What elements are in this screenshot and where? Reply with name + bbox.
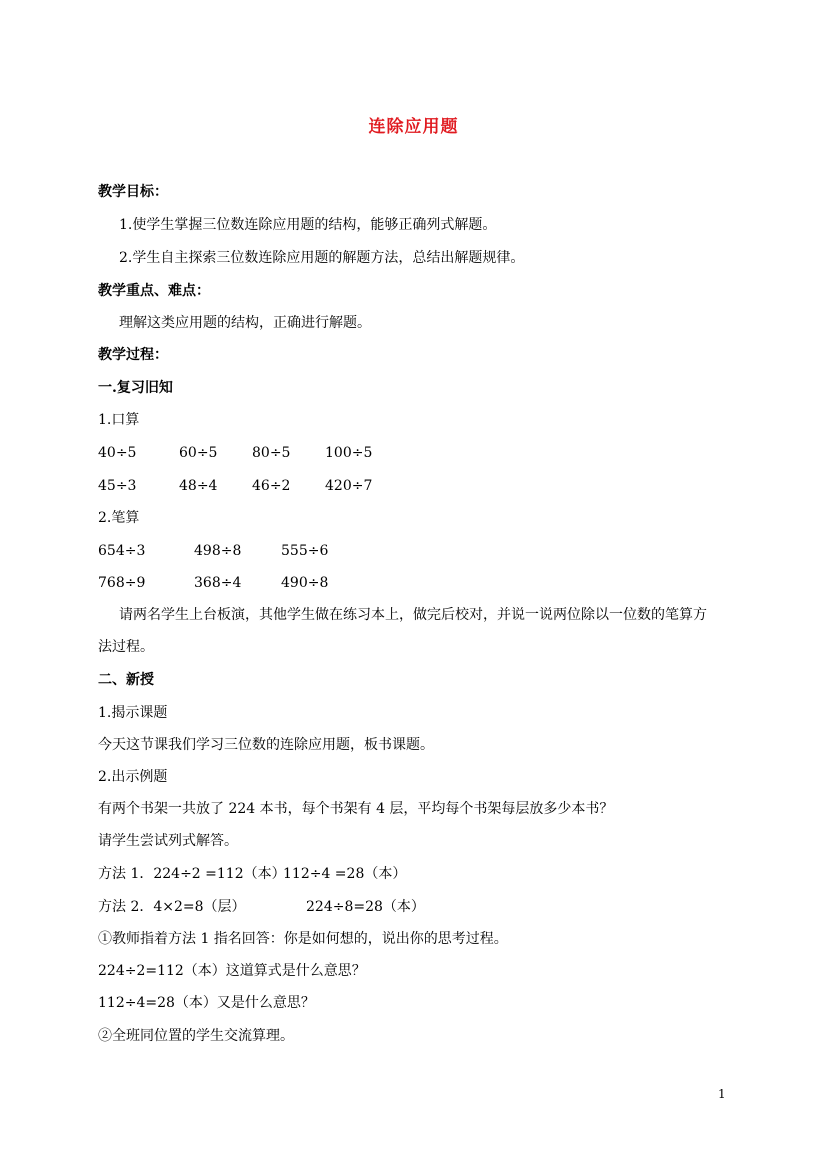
method-2-step-b: 224÷8=28（本）: [306, 899, 425, 915]
section1-heading: 一.复习旧知: [98, 380, 173, 396]
page-title: 连除应用题: [368, 117, 459, 137]
method-1-step-b: 112÷4 =28（本）: [283, 866, 407, 882]
section2-heading: 二、新授: [98, 672, 154, 688]
oral-item: 40÷5: [98, 445, 137, 461]
reveal-text: 今天这节课我们学习三位数的连除应用题，板书课题。: [98, 737, 434, 753]
written-item: 490÷8: [281, 575, 329, 591]
written-item: 654÷3: [98, 543, 146, 559]
oral-item: 48÷4: [179, 478, 218, 494]
objective-1: 1.使学生掌握三位数连除应用题的结构，能够正确列式解题。: [119, 217, 497, 233]
reveal-heading: 1.揭示课题: [98, 705, 168, 721]
objectives-heading: 教学目标：: [98, 184, 168, 200]
keypoints-heading: 教学重点、难点：: [98, 283, 210, 299]
example-heading: 2.出示例题: [98, 769, 168, 785]
oral-item: 60÷5: [179, 445, 218, 461]
try-text: 请学生尝试列式解答。: [98, 833, 238, 849]
board-text-line-2: 法过程。: [98, 639, 154, 655]
written-item: 555÷6: [281, 543, 329, 559]
question-1-text: 224÷2=112（本）这道算式是什么意思？: [98, 963, 366, 979]
written-heading: 2.笔算: [98, 510, 140, 526]
written-item: 768÷9: [98, 575, 146, 591]
question-2-text: 112÷4=28（本）又是什么意思？: [98, 995, 315, 1011]
oral-item: 80÷5: [252, 445, 291, 461]
board-text-line-1: 请两名学生上台板演，其他学生做在练习本上，做完后校对，并说一说两位除以一位数的笔算方: [119, 607, 707, 623]
method-2-step-a: 方法 2．4×2=8（层）: [98, 899, 246, 915]
oral-item: 420÷7: [325, 478, 373, 494]
oral-item: 45÷3: [98, 478, 137, 494]
objective-2: 2.学生自主探索三位数连除应用题的解题方法，总结出解题规律。: [119, 250, 525, 266]
step-2-text: ②全班同位置的学生交流算理。: [98, 1028, 294, 1044]
oral-item: 46÷2: [252, 478, 291, 494]
written-item: 498÷8: [194, 543, 242, 559]
step-1-text: ①教师指着方法 1 指名回答：你是如何想的，说出你的思考过程。: [98, 931, 508, 947]
process-heading: 教学过程：: [98, 347, 168, 363]
keypoints-text: 理解这类应用题的结构，正确进行解题。: [119, 315, 371, 331]
page-number: 1: [718, 1087, 726, 1101]
oral-heading: 1.口算: [98, 412, 140, 428]
oral-item: 100÷5: [325, 445, 373, 461]
example-text: 有两个书架一共放了 224 本书，每个书架有 4 层，平均每个书架每层放多少本书？: [98, 801, 614, 817]
method-1-step-a: 方法 1．224÷2 =112（本）: [98, 866, 286, 882]
written-item: 368÷4: [194, 575, 242, 591]
